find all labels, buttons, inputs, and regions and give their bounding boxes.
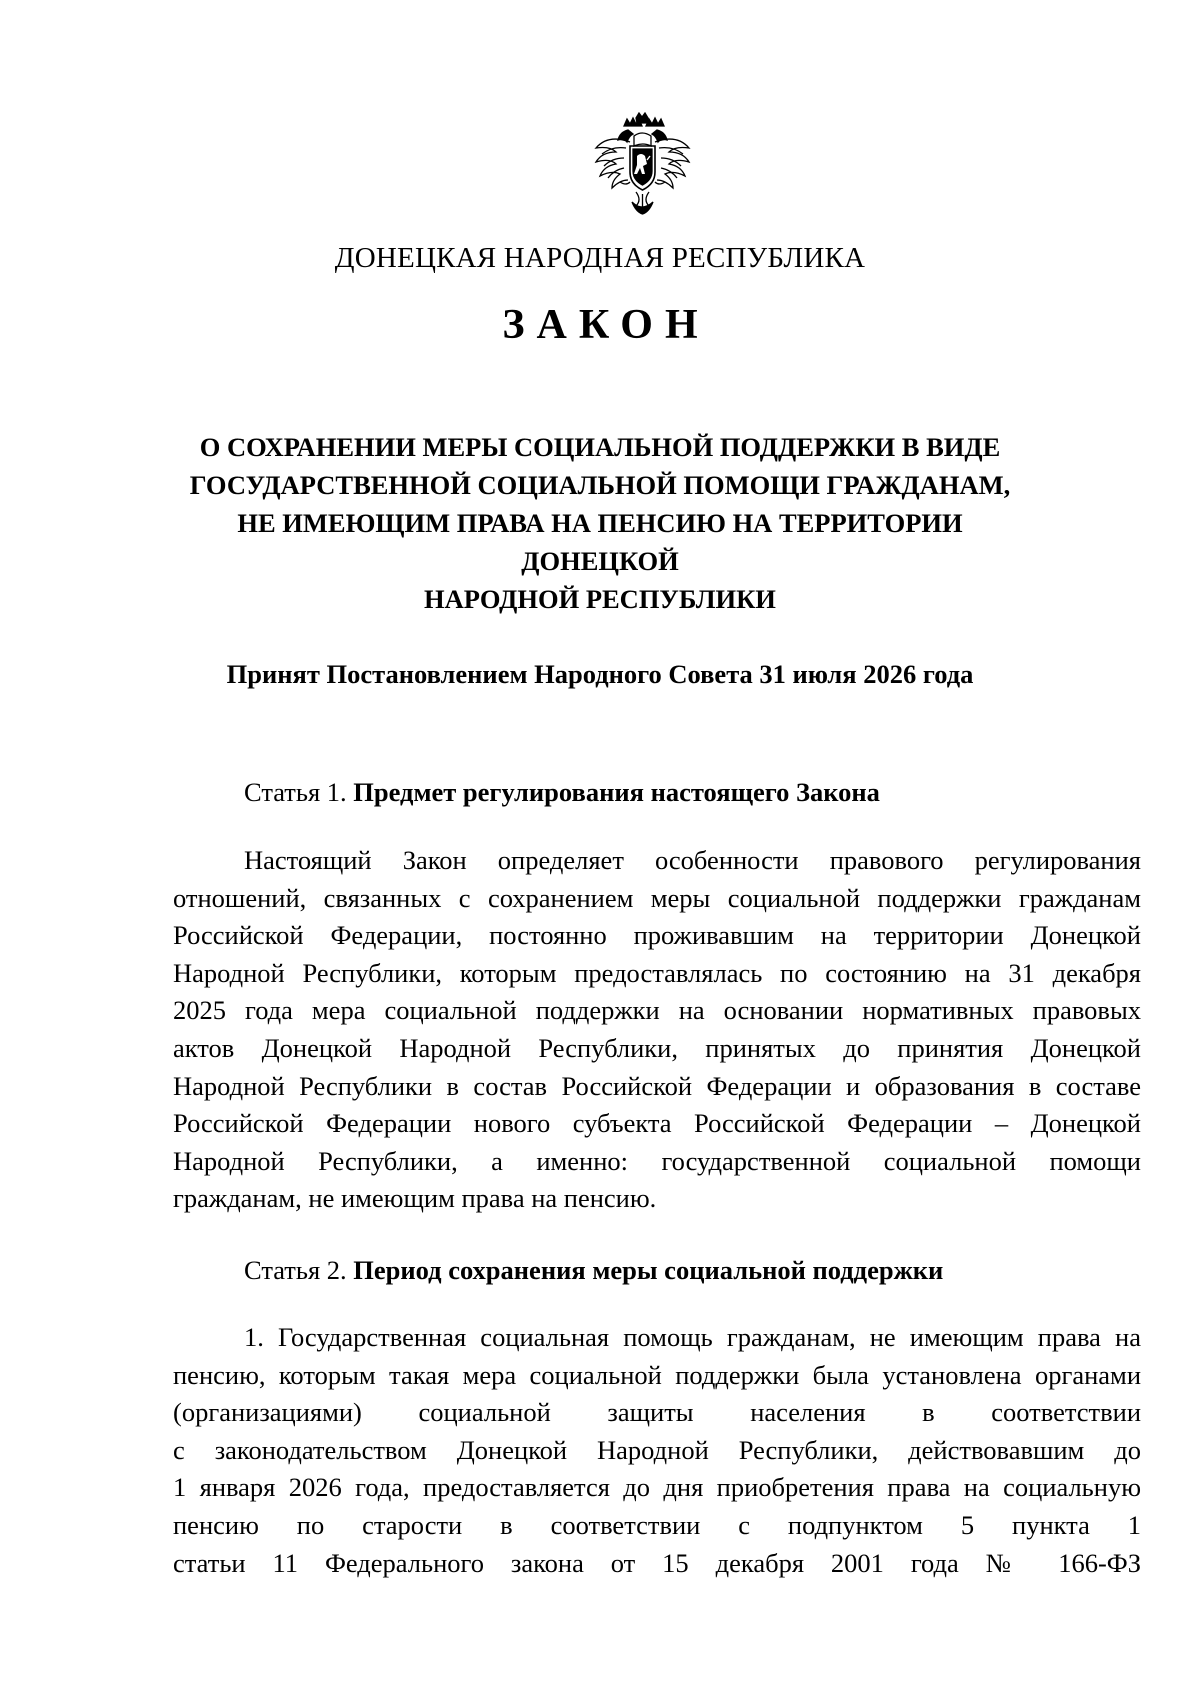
law-name-line: НАРОДНОЙ РЕСПУБЛИКИ: [424, 584, 776, 614]
text-line: статьи 11 Федерального закона от 15 декабря 2001 года № 166-ФЗ: [173, 1547, 1141, 1578]
law-name-line: ГОСУДАРСТВЕННОЙ СОЦИАЛЬНОЙ ПОМОЩИ ГРАЖДАНАМ,: [189, 470, 1011, 500]
adoption-note: Принят Постановлением Народного Совета 31 июля 2026 года: [226, 659, 974, 689]
text-line: Российской Федерации нового субъекта Российской Федерации – Донецкой: [173, 1108, 1141, 1139]
article-1-text: [173, 842, 1141, 1218]
text-line: гражданам, не имеющим права на пенсию.: [173, 1183, 657, 1214]
text-line: Народной Республики, которым предоставлялась по состоянию на 31 декабря: [173, 957, 1141, 988]
text-line: Народной Республики в состав Российской Федерации и образования в составе: [173, 1070, 1141, 1101]
text-line: 1. Государственная социальная помощь гражданам, не имеющим права на: [244, 1322, 1141, 1352]
text-line: пенсию по старости в соответствии с подпунктом 5 пункта 1: [173, 1509, 1141, 1540]
document-type-title: ЗАКОН: [502, 302, 710, 348]
text-line: 1 января 2026 года, предоставляется до дня приобретения права на социальную: [173, 1472, 1141, 1503]
article-1-title: Предмет регулирования настоящего Закона: [353, 777, 880, 807]
text-line: Настоящий Закон определяет особенности правового регулирования: [244, 845, 1141, 875]
text-line: Народной Республики, а именно: государственной социальной помощи: [173, 1145, 1141, 1176]
coat-of-arms-icon: [590, 112, 695, 222]
article-2-prefix: Статья 2.: [244, 1255, 354, 1285]
law-name: [160, 428, 1040, 618]
text-line: пенсию, которым такая мера социальной поддержки была установлена органами: [173, 1359, 1141, 1390]
article-1-heading: [244, 774, 1104, 810]
text-line: отношений, связанных с сохранением меры социальной поддержки гражданам: [173, 882, 1141, 913]
article-2-text: [173, 1319, 1141, 1582]
text-line: актов Донецкой Народной Республики, принятых до принятия Донецкой: [173, 1032, 1141, 1063]
text-line: 2025 года мера социальной поддержки на основании нормативных правовых: [173, 995, 1141, 1026]
text-line: с законодательством Донецкой Народной Республики, действовавшим до: [173, 1434, 1141, 1465]
article-2-title: Период сохранения меры социальной поддержки: [353, 1255, 944, 1285]
republic-name: ДОНЕЦКАЯ НАРОДНАЯ РЕСПУБЛИКА: [334, 242, 866, 274]
text-line: (организациями) социальной защиты населения в соответствии: [173, 1397, 1141, 1428]
text-line: Российской Федерации, постоянно проживавшим на территории Донецкой: [173, 920, 1141, 951]
article-2-heading: [244, 1252, 1104, 1288]
law-name-line: НЕ ИМЕЮЩИМ ПРАВА НА ПЕНСИЮ НА ТЕРРИТОРИИ ДОНЕЦКОЙ: [237, 508, 963, 576]
law-name-line: О СОХРАНЕНИИ МЕРЫ СОЦИАЛЬНОЙ ПОДДЕРЖКИ В ВИДЕ: [199, 432, 1001, 462]
article-1-prefix: Статья 1.: [244, 777, 354, 807]
